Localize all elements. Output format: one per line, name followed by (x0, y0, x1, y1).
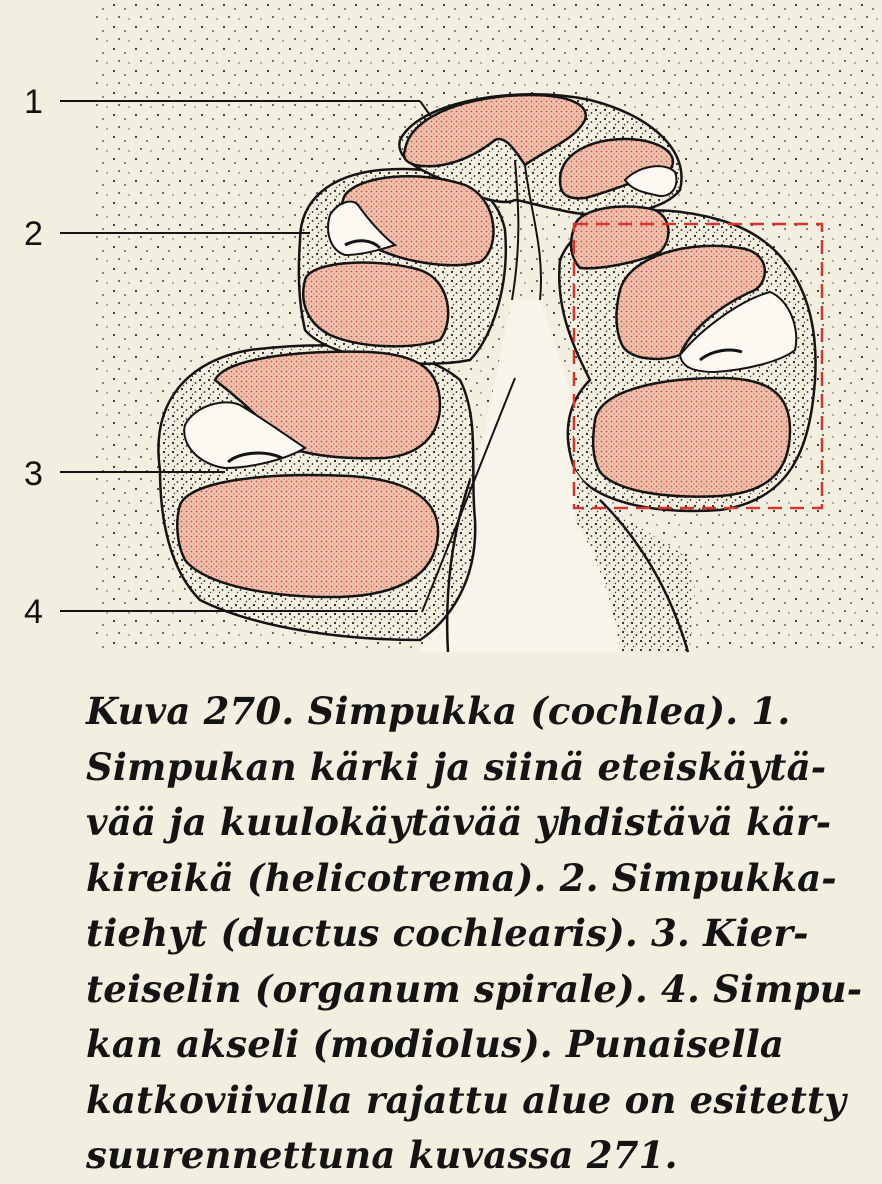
caption-line: teiselin (organum spirale). 4. Simpu- (86, 966, 863, 1011)
caption-line: vää ja kuulokäytävää yhdistävä kär- (86, 800, 832, 844)
caption-line: kireikä (helicotrema). 2. Simpukka- (86, 855, 837, 900)
label-4: 4 (24, 593, 43, 631)
caption-line: suurennettuna kuvassa 271. (86, 1133, 678, 1177)
caption-line: tiehyt (ductus cochlearis). 3. Kier- (86, 911, 809, 955)
caption-line: Simpukan kärki ja siinä eteiskäytä- (86, 744, 827, 789)
label-3: 3 (24, 455, 43, 493)
caption-line: katkoviivalla rajattu alue on esitetty (86, 1077, 847, 1122)
figure-caption (86, 684, 868, 1184)
caption-line: Kuva 270. Simpukka (cochlea). 1. (86, 689, 791, 733)
caption-line: kan akseli (modiolus). Punaisella (86, 1022, 785, 1066)
scala-lower-left-bottom (177, 475, 438, 597)
scala-right-lower (593, 378, 790, 497)
label-1: 1 (24, 83, 43, 121)
label-2: 2 (24, 215, 43, 253)
